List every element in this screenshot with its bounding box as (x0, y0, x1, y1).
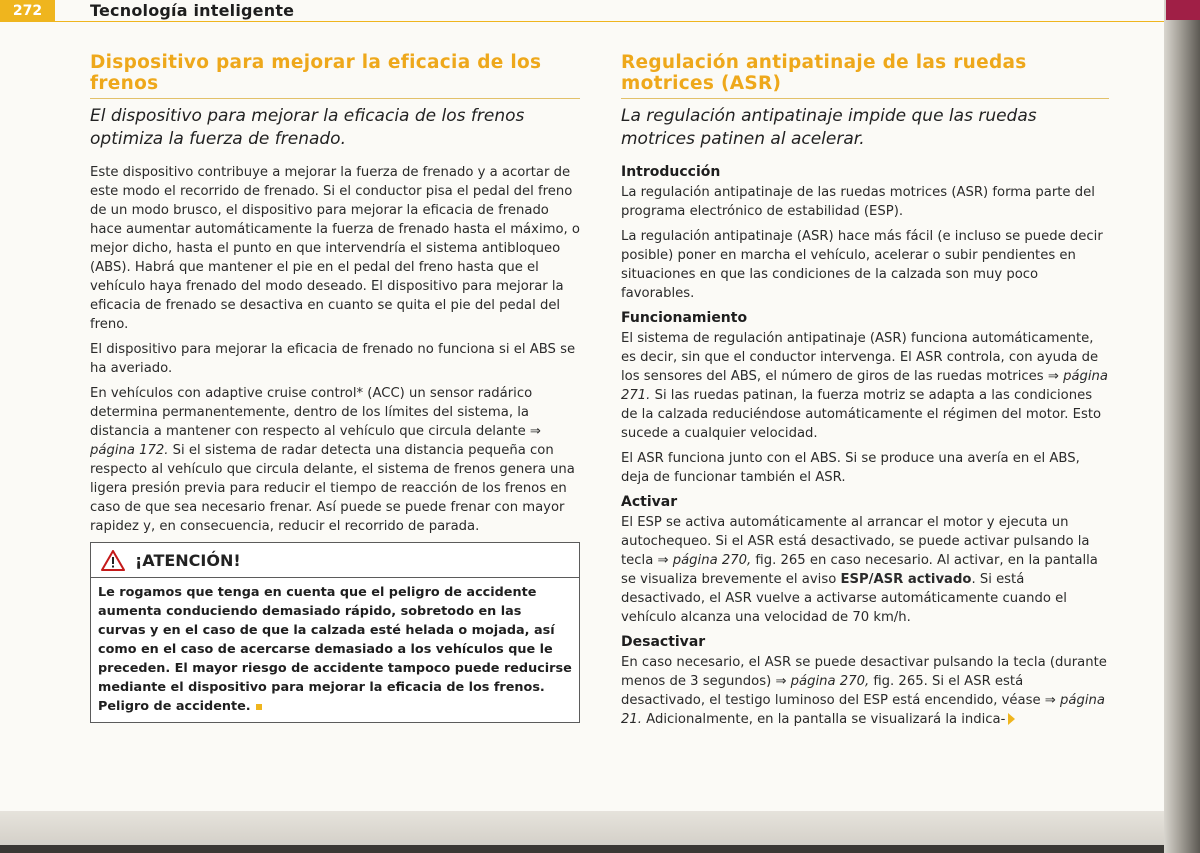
intro-paragraph-2: La regulación antipatinaje (ASR) hace más fácil (e incluso se puede decir posible) poner en marcha el vehículo, acelerar o subir pendientes en situaciones en que las condiciones de la calzada son muy poco favorables. (621, 229, 1103, 301)
left-paragraph-1: Este dispositivo contribuye a mejorar la fuerza de frenado y a acortar de este modo el recorrido de frenado. Si el conductor pisa el pedal del freno de un modo brusco, el dispositivo para mejorar la eficacia de frenado hace aumentar automáticamente la fuerza de frenado hasta el máximo, o mejor dicho, hasta el punto en que intervendría el sistema antibloqueo (ABS). Habrá que mantener el pie en el pedal del freno hasta que el vehículo haya frenado del modo deseado. El dispositivo para mejorar la eficacia de frenado se desactiva en cuanto se quita el pie del pedal del freno. (90, 165, 580, 332)
page-number: 272 (0, 0, 55, 22)
page-bottom-band (0, 811, 1164, 853)
function-text-b: Si las ruedas patinan, la fuerza motriz se adapta a las condiciones de la calzada reduciéndose automáticamente el régimen del motor. Esto sucede a cualquier velocidad. (621, 388, 1102, 441)
warning-text: Le rogamos que tenga en cuenta que el peligro de accidente aumenta conduciendo demasiado rápido, sobretodo en las curvas y en el caso de que la calzada esté helada o mojada, así como en el caso de acercarse demasiado a los vehículos que le preceden. El mayor riesgo de accidente tampoco puede reducirse mediante el dispositivo para mejorar la eficacia de los frenos. Peligro de accidente. (98, 585, 572, 714)
deactivate-text-b: fig. 265. Si el ASR está desactivado, el testigo luminoso del ESP está encendido, véase (621, 674, 1045, 708)
deactivate-text-c: Adicionalmente, en la pantalla se visualizará la indica- (641, 712, 1006, 727)
left-paragraph-2: El dispositivo para mejorar la eficacia de frenado no funciona si el ABS se ha averiado. (90, 342, 576, 376)
page-reference-link[interactable]: ⇒ página 270, (775, 674, 870, 689)
page-reference-link-2[interactable]: ⇒ página 21. (621, 693, 1105, 727)
header-rule (55, 21, 1164, 22)
section-title: Tecnología inteligente (90, 1, 295, 20)
page-tab-marker (1166, 0, 1200, 20)
activate-heading: Activar (621, 494, 678, 510)
page-reference-link[interactable]: ⇒ página 271. (621, 369, 1108, 403)
activate-text-b: fig. 265 en caso necesario. Al activar, en la pantalla se visualiza brevemente el aviso (621, 553, 1098, 587)
warning-title: ¡ATENCIÓN! (135, 550, 241, 570)
page-reference-link[interactable]: ⇒ página 172. (90, 424, 541, 458)
intro-paragraph-1: La regulación antipatinaje de las ruedas motrices (ASR) forma parte del programa electrónico de estabilidad (ESP). (621, 185, 1095, 219)
page-header (0, 0, 1164, 22)
function-heading: Funcionamiento (621, 310, 748, 326)
activate-message: ESP/ASR activado (840, 572, 972, 587)
intro-heading: Introducción (621, 164, 721, 180)
left-paragraph-3-text-a: En vehículos con adaptive cruise control* (ACC) un sensor radárico determina permanentemente, dentro de los límites del sistema, la distancia a mantener con respecto al vehículo que circula delante (90, 386, 533, 439)
function-text-a: El sistema de regulación antipatinaje (ASR) funciona automáticamente, es decir, sin que el conductor intervenga. El ASR controla, con ayuda de los sensores del ABS, el número de giros de las ruedas motrices (621, 331, 1099, 384)
deactivate-heading: Desactivar (621, 634, 706, 650)
activate-text-a: El ESP se activa automáticamente al arrancar el motor y ejecuta un autochequeo. Si el ASR está desactivado, se puede activar pulsando la tecla (621, 515, 1090, 568)
deactivate-paragraph (621, 653, 1109, 729)
right-column (621, 52, 1109, 735)
left-paragraph-3-text-b: Si el sistema de radar detecta una distancia pequeña con respecto al vehículo que circula delante, el sistema de frenos genera una ligera presión previa para reducir el tiempo de reacción de los frenos en caso de que sea necesario frenar. Así puede se puede frenar con mayor rapidez y, en consecuencia, reducir el recorrido de parada. (90, 443, 575, 534)
right-lead: La regulación antipatinaje impide que las ruedas motrices patinen al acelerar. (621, 106, 1037, 149)
deactivate-text-a: En caso necesario, el ASR se puede desactivar pulsando la tecla (durante menos de 3 segundos) (621, 655, 1107, 689)
activate-paragraph (621, 513, 1109, 627)
function-paragraph-1 (621, 329, 1109, 443)
page-reference-link[interactable]: ⇒ página 270, (657, 553, 752, 568)
left-paragraph-3 (90, 384, 580, 536)
left-section-heading: Dispositivo para mejorar la eficacia de los frenos (90, 52, 580, 99)
left-lead: El dispositivo para mejorar la eficacia de los frenos optimiza la fuerza de frenado. (90, 106, 525, 149)
page-edge (1164, 0, 1200, 853)
left-column (90, 52, 580, 723)
end-of-section-marker (256, 704, 262, 710)
function-paragraph-2: El ASR funciona junto con el ABS. Si se produce una avería en el ABS, deja de funcionar también el ASR. (621, 451, 1080, 485)
continue-arrow-icon (1008, 713, 1015, 725)
right-section-heading: Regulación antipatinaje de las ruedas motrices (ASR) (621, 52, 1109, 99)
warning-box (90, 542, 580, 723)
activate-text-c: . Si está desactivado, el ASR vuelve a activarse automáticamente cuando el vehículo alcanza una velocidad de 70 km/h. (621, 572, 1067, 625)
warning-header (91, 543, 579, 578)
warning-triangle-icon (101, 550, 125, 571)
warning-text-block (91, 578, 579, 722)
